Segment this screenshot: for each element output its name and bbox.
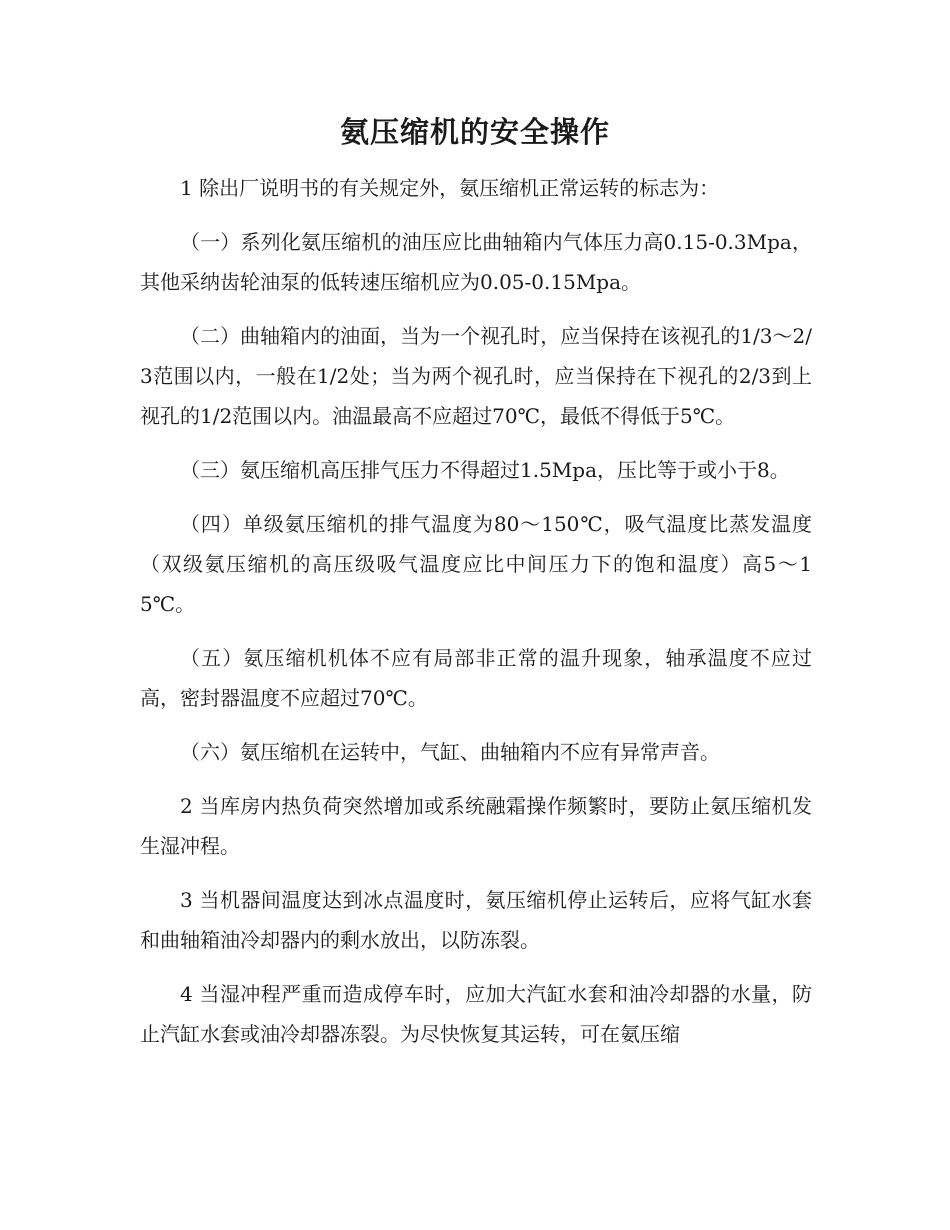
paragraph-9: 3 当机器间温度达到冰点温度时，氨压缩机停止运转后，应将气缸水套和曲轴箱油冷却器内的剩水放出，以防冻裂。 — [140, 888, 812, 952]
paragraph-3: （二）曲轴箱内的油面，当为一个视孔时，应当保持在该视孔的1/3～2/3范围以内，一般在1/2处；当为两个视孔时，应当保持在下视孔的2/3到上视孔的1/2范围以内。油温最高不应超过70℃，最低不得低于5℃。 — [140, 324, 812, 428]
paragraph-8: 2 当库房内热负荷突然增加或系统融霜操作频繁时，要防止氨压缩机发生湿冲程。 — [140, 794, 812, 858]
paragraph-6: （五）氨压缩机机体不应有局部非正常的温升现象，轴承温度不应过高，密封器温度不应超过70℃。 — [140, 646, 812, 710]
paragraph-1: 1 除出厂说明书的有关规定外，氨压缩机正常运转的标志为： — [180, 176, 720, 200]
paragraph-4: （三）氨压缩机高压排气压力不得超过1.5Mpa，压比等于或小于8。 — [180, 458, 790, 482]
document-title: 氨压缩机的安全操作 — [339, 115, 610, 149]
paragraph-2: （一）系列化氨压缩机的油压应比曲轴箱内气体压力高0.15-0.3Mpa，其他采纳齿轮油泵的低转速压缩机应为0.05-0.15Mpa。 — [140, 230, 812, 294]
document-body — [140, 168, 812, 1068]
paragraph-10: 4 当湿冲程严重而造成停车时，应加大汽缸水套和油冷却器的水量，防止汽缸水套或油冷却器冻裂。为尽快恢复其运转，可在氨压缩 — [140, 982, 812, 1046]
paragraph-7: （六）氨压缩机在运转中，气缸、曲轴箱内不应有异常声音。 — [180, 740, 720, 764]
paragraph-5: （四）单级氨压缩机的排气温度为80～150℃，吸气温度比蒸发温度（双级氨压缩机的高压级吸气温度应比中间压力下的饱和温度）高5～15℃。 — [140, 512, 812, 616]
